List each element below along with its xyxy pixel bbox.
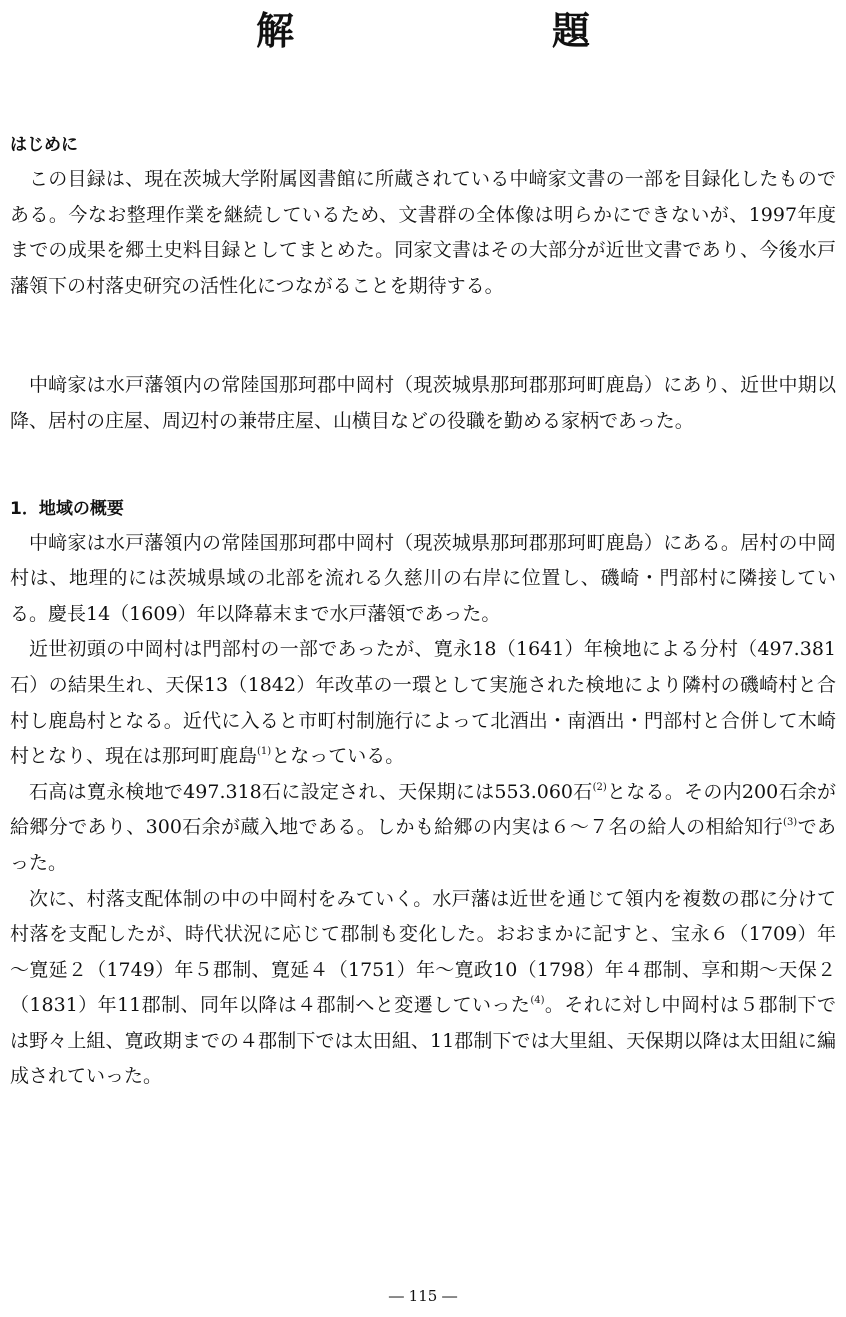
document-body [10, 128, 836, 1095]
page-title: 解 題 [255, 8, 700, 53]
paragraph-text: 石高は寛永検地で497.318石に設定され、天保期には553.060石 [29, 780, 593, 803]
footnote-ref-3: (3) [783, 817, 798, 829]
heading-regional-overview: 1．地域の概要 [10, 498, 124, 519]
overview-paragraph-4 [10, 882, 836, 1096]
footnote-ref-1: (1) [257, 746, 272, 758]
paragraph-spacer [10, 304, 836, 368]
paragraph-text: 次に、村落支配体制の中の中岡村をみていく。水戸藩は近世を通じて領内を複数の郡に分けて村落を支配したが、時代状況に応じて郡制も変化した。おおまかに記すと、宝永６（1709）年～寛延２（1749）年５郡制、寛延４（1751）年～寛政10（1798）年４郡制、享和期～天保２（1831）年11郡制、同年以降は４郡制へと変遷していった [10, 887, 836, 1017]
overview-paragraph-3 [10, 775, 836, 882]
footnote-ref-4: (4) [530, 995, 545, 1007]
paragraph-text: 近世初頭の中岡村は門部村の一部であったが、寛永18（1641）年検地による分村（497.381石）の結果生れ、天保13（1842）年改革の一環として実施された検地により隣村の磯崎村と合村し鹿島村となる。近代に入ると市町村制施行によって北酒出・南酒出・門部村と合併して木崎村となり、現在は那珂町鹿島 [10, 638, 836, 768]
paragraph-text: であった。 [10, 816, 836, 874]
paragraph-text: となる。その内200石余が給郷分であり、300石余が蔵入地である。しかも給郷の内実は６～７名の給人の相給知行 [10, 780, 836, 839]
paragraph-text: となっている。 [271, 745, 405, 768]
footnote-ref-2: (2) [592, 781, 607, 793]
page-number: ― 115 ― [388, 1287, 458, 1305]
paragraph-text: 。それに対し中岡村は５郡制下では野々上組、寛政期までの４郡制下では太田組、11郡制下では大里組、天保期以降は太田組に編成されていった。 [10, 994, 836, 1088]
intro-paragraph-2: 中﨑家は水戸藩領内の常陸国那珂郡中岡村（現茨城県那珂郡那珂町鹿島）にあり、近世中期以降、居村の庄屋、周辺村の兼帯庄屋、山横目などの役職を勤める家柄であった。 [10, 374, 836, 432]
overview-paragraph-1: 中﨑家は水戸藩領内の常陸国那珂郡中岡村（現茨城県那珂郡那珂町鹿島）にある。居村の中岡村は、地理的には茨城県域の北部を流れる久慈川の右岸に位置し、磯崎・門部村に隣接している。慶長14（1609）年以降幕末まで水戸藩領であった。 [10, 531, 836, 625]
overview-paragraph-2 [10, 632, 836, 774]
section-spacer [10, 440, 836, 492]
intro-paragraph-1: この目録は、現在茨城大学附属図書館に所蔵されている中﨑家文書の一部を目録化したものである。今なお整理作業を継続しているため、文書群の全体像は明らかにできないが、1997年度までの成果を郷土史料目録としてまとめた。同家文書はその大部分が近世文書であり、今後水戸藩領下の村落史研究の活性化につながることを期待する。 [10, 168, 836, 297]
heading-introduction: はじめに [10, 135, 78, 155]
